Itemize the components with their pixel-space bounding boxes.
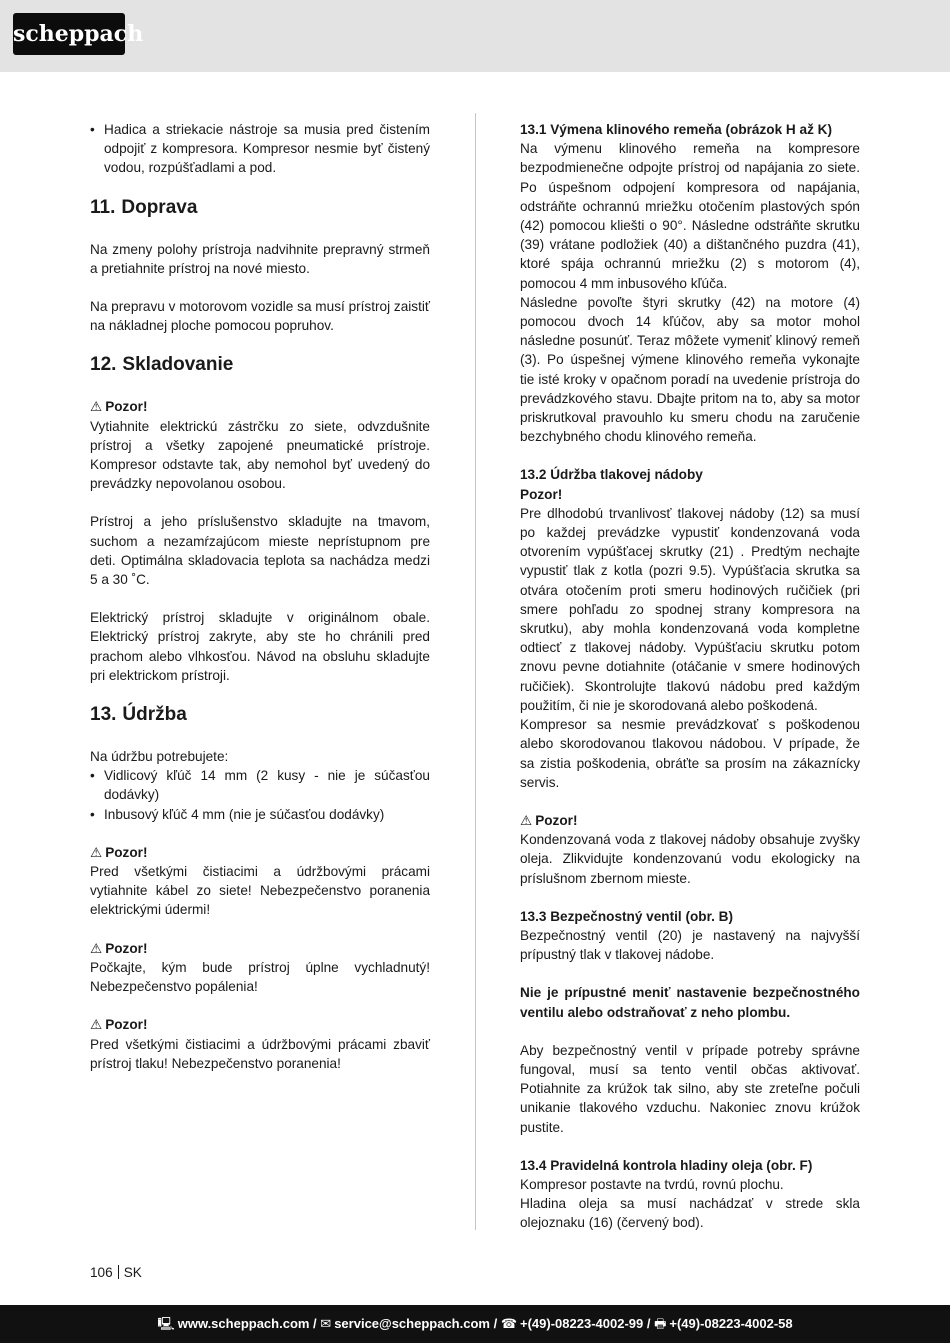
section-13-4-paragraph-2: Hladina oleja sa musí nachádzať v strede skla olejoznaku (16) (červený bod). [520, 1196, 860, 1231]
footer-email: service@scheppach.com / [334, 1316, 498, 1331]
email-icon: ✉ [320, 1316, 332, 1331]
section-13-3-heading: 13.3 Bezpečnostný ventil (obr. B) [520, 908, 734, 924]
computer-icon: 🖳 [157, 1316, 175, 1331]
section-13-3-bold-note: Nie je prípustné meniť nastavenie bezpečnostného ventilu alebo odstraňovať z neho plombu. [520, 985, 860, 1020]
section-13-2-heading: 13.2 Údržba tlakovej nádoby [520, 467, 703, 483]
section-13-1-paragraph-2: Následne povoľte štyri skrutky (42) na motore (4) pomocou dvoch 14 kľúčov, aby sa motor mohol následne posunúť. Teraz môžete vymeniť klinový remeň (3). Po úspešnej výmene klinového remeňa vykonajte tie isté kroky v opačnom poradí na uvedenie prístroja do prevádzkového stavu. Dbajte pritom na to, aby sa motor priskrutkoval pravouhlo ku smeru chodu na zaručenie bezchybného chodu klinového remeňa. [520, 294, 860, 445]
section-13-warning-label: ⚠ Pozor! [90, 843, 430, 862]
bullet-dot-icon: • [90, 122, 95, 137]
section-12-warning-text: Vytiahnite elektrickú zástrčku zo siete, odvzdušnite prístroj a všetky zapojené pneumatické prístroje. Kompresor odstavte tak, aby nemohol byť uvedený do prevádzky nepovolanou osobou. [90, 418, 430, 492]
fax-icon: 🖶 [654, 1316, 667, 1331]
section-13-warning-text: Pred všetkými čistiacimi a údržbovými prácami vytiahnite kábel zo siete! Nebezpečenstvo poranenia elektrickými údermi! [90, 864, 430, 918]
section-12-warning-label: ⚠ Pozor! [90, 397, 430, 416]
section-13-warning-label: ⚠ Pozor! [90, 1015, 430, 1034]
section-13-4-paragraph-1: Kompresor postavte na tvrdú, rovnú plochu. [520, 1176, 784, 1192]
section-13-1-heading: 13.1 Výmena klinového remeňa (obrázok H až K) [520, 122, 833, 137]
section-11-paragraph-1: Na zmeny polohy prístroja nadvihnite prepravný strmeň a pretiahnite prístroj na nové miesto. [90, 241, 430, 276]
section-11-heading: 11. Doprava [90, 196, 198, 218]
footer-fax: +(49)-08223-4002-58 [669, 1316, 793, 1331]
section-13-needs: Na údržbu potrebujete: [90, 749, 229, 765]
intro-bullet: • Hadica a striekacie nástroje sa musia pred čistením odpojiť z kompresora. Kompresor nesmie byť čistený vodou, rozpúšťadlami a pod. [90, 122, 430, 176]
warning-triangle-icon: ⚠ [90, 399, 103, 415]
section-11-paragraph-2: Na prepravu v motorovom vozidle sa musí prístroj zaistiť na nákladnej ploche pomocou popruhov. [90, 299, 430, 334]
footer-phone: +(49)-08223-4002-99 / [520, 1316, 651, 1331]
section-13-3-paragraph-2: Aby bezpečnostný ventil v prípade potreby správne fungoval, musí sa tento ventil občas aktivovať. Potiahnite za krúžok tak silno, aby ste zreteľne počuli unikanie tlakového vzduchu. Nakoniec znovu krúžok pustite. [520, 1042, 860, 1135]
tool-list-item: • Vidlicový kľúč 14 mm (2 kusy - nie je súčasťou dodávky) [90, 768, 430, 803]
page-number-separator [118, 1265, 119, 1279]
column-divider [475, 113, 476, 1230]
section-13-4-heading: 13.4 Pravidelná kontrola hladiny oleja (obr. F) [520, 1157, 813, 1173]
warning-triangle-icon: ⚠ [520, 812, 533, 828]
section-12-paragraph-2: Prístroj a jeho príslušenstvo skladujte na tmavom, suchom a nezamŕzajúcom mieste neprístupnom pre deti. Optimálna skladovacia teplota sa nachádza medzi 5 a 30 ˚C. [90, 514, 430, 588]
header-band [0, 0, 950, 72]
section-12-paragraph-3: Elektrický prístroj skladujte v originálnom obale. Elektrický prístroj zakryte, aby ste ho chránili pred prachom alebo vlhkosťou. Návod na obsluhu skladujte pri elektrickom prístroji. [90, 610, 430, 683]
section-13-warning-text: Pred všetkými čistiacimi a údržbovými prácami zbaviť prístroj tlaku! Nebezpečenstvo poranenia! [90, 1036, 430, 1071]
contact-footer-bar [0, 1305, 950, 1343]
section-13-warning-label: ⚠ Pozor! [90, 939, 430, 958]
section-13-2-warning-text: Kondenzovaná voda z tlakovej nádoby obsahuje zvyšky oleja. Zlikvidujte kondenzovanú vodu ekologicky na príslušnom zbernom mieste. [520, 832, 860, 886]
tool-list-item: • Inbusový kľúč 4 mm (nie je súčasťou dodávky) [90, 805, 430, 824]
section-13-1-paragraph-1: Na výmenu klinového remeňa na kompresore bezpodmienečne odpojte prístroj od napájania zo siete. Po úspešnom odpojení kompresora od napájania, odstráňte ochrannú mriežku otočením plastových spón (42) pomocou kliešti o 90°. Následne odstráňte skrutku (39) vrátane podložiek (40) a dištančného puzdra (41), ktoré spája ochrannú mriežku (2) s motorom (4), pomocou 4 mm inbusového kľúča. [520, 141, 860, 291]
phone-icon: ☎ [500, 1316, 518, 1331]
left-column [90, 120, 430, 1073]
section-13-3-paragraph-1: Bezpečnostný ventil (20) je nastavený na najvyšší prípustný tlak v tlakovej nádobe. [520, 927, 860, 963]
right-column [520, 120, 860, 1233]
section-13-2-paragraph-1: Pre dlhodobú trvanlivosť tlakovej nádoby (12) sa musí po každej prevádzke vypustiť kondenzovaná voda otvorením vypúšťacej skrutky (21) . Predtým nechajte vypustiť tlak z kotla (pozri 9.5). Vypúšťacia skrutka sa otvára otočením proti smeru hodinových ručičiek (pri smere pohľadu zo spodnej strany kompresora na skrutku), aby mohla kondenzovaná voda kompletne odtiecť z tlakovej nádoby. Vypúšťaciu skrutku potom znovu pevne dotiahnite (otáčanie v smere hodinových ručičiek). Skontrolujte tlakovú nádobu pred každým použitím, či nie je skorodovaná alebo poškodená. [520, 505, 860, 713]
bullet-dot-icon: • [90, 768, 95, 784]
section-13-heading: 13. Údržba [90, 704, 187, 726]
section-12-heading: 12. Skladovanie [90, 354, 234, 376]
section-13-2-caution: Pozor! [520, 486, 563, 502]
bullet-dot-icon: • [90, 806, 95, 822]
page-number: 106 SK [90, 1265, 142, 1280]
scheppach-logo: scheppach [13, 13, 125, 55]
warning-triangle-icon: ⚠ [90, 940, 103, 956]
warning-triangle-icon: ⚠ [90, 1017, 103, 1033]
section-13-2-warning-label: ⚠ Pozor! [520, 811, 860, 830]
section-13-warning-text: Počkajte, kým bude prístroj úplne vychladnutý! Nebezpečenstvo popálenia! [90, 959, 430, 995]
section-13-2-paragraph-2: Kompresor sa nesmie prevádzkovať s poškodenou alebo skorodovanou tlakovou nádobou. V prípade, že sa zistia poškodenia, obráťte sa prosím na zákaznícky servis. [520, 717, 860, 790]
footer-web: www.scheppach.com / [177, 1316, 317, 1331]
warning-triangle-icon: ⚠ [90, 844, 103, 860]
